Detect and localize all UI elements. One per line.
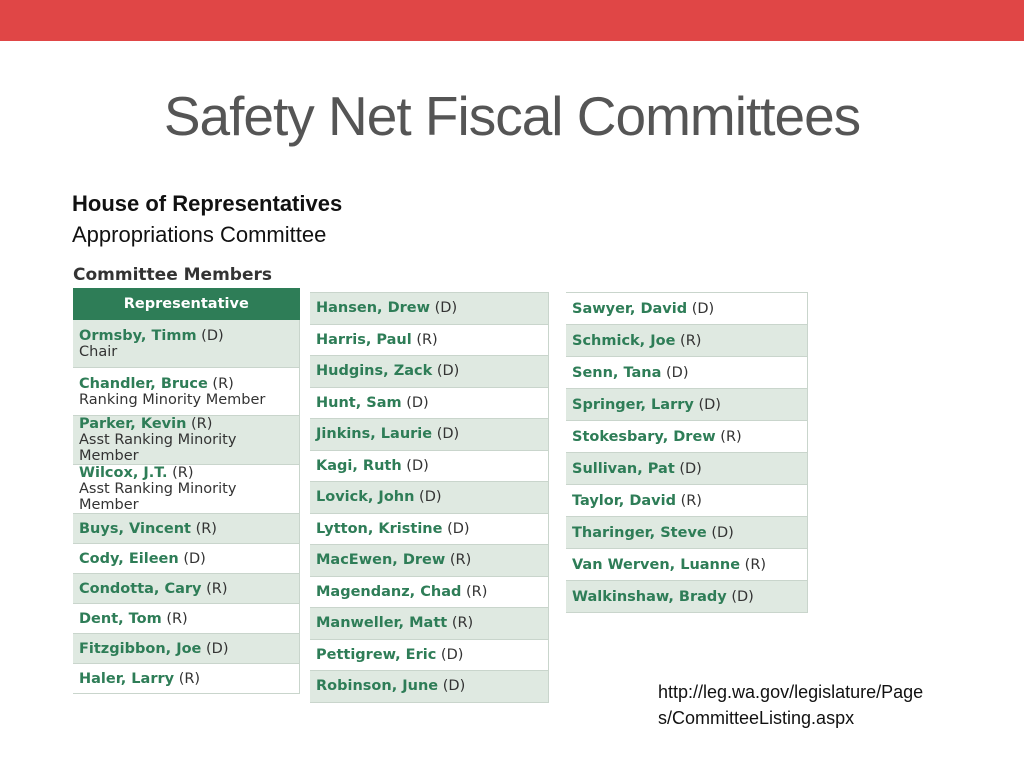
member-role: Chair <box>79 343 118 360</box>
members-table-3 <box>566 292 808 613</box>
member-cell <box>310 324 549 356</box>
member-cell <box>73 320 300 368</box>
member-cell <box>566 389 808 421</box>
member-cell <box>310 293 549 325</box>
member-cell <box>73 634 300 664</box>
member-row[interactable] <box>310 671 549 703</box>
member-row[interactable] <box>566 549 808 581</box>
member-party: (R) <box>178 670 201 687</box>
member-party: (D) <box>440 646 464 663</box>
member-cell <box>566 485 808 517</box>
member-party: (R) <box>212 375 234 392</box>
member-party: (D) <box>406 394 429 411</box>
member-row[interactable] <box>310 356 549 388</box>
member-row[interactable] <box>566 581 808 613</box>
member-name-link[interactable]: Walkinshaw, Brady <box>572 588 727 605</box>
source-url[interactable] <box>658 679 958 731</box>
member-row[interactable] <box>566 357 808 389</box>
committee-members-heading: Committee Members <box>73 265 273 285</box>
member-cell <box>566 517 808 549</box>
member-name-link[interactable]: Hunt, Sam <box>316 394 402 411</box>
member-row[interactable] <box>73 416 300 465</box>
member-row[interactable] <box>73 664 300 694</box>
member-row[interactable] <box>73 604 300 634</box>
member-cell <box>310 608 549 640</box>
member-cell <box>566 293 808 325</box>
member-party: (R) <box>172 465 194 481</box>
member-cell <box>73 514 300 544</box>
member-party: (R) <box>195 520 217 537</box>
member-party: (R) <box>206 580 228 597</box>
member-party: (D) <box>666 364 689 381</box>
member-party: (D) <box>679 460 702 477</box>
member-cell <box>310 356 549 388</box>
chamber-heading: House of Representatives <box>72 191 343 216</box>
member-party: (D) <box>206 640 229 657</box>
member-row[interactable] <box>566 389 808 421</box>
member-party: (R) <box>680 332 702 349</box>
member-name-link[interactable]: Magendanz, Chad <box>316 583 462 600</box>
member-row[interactable] <box>566 453 808 485</box>
member-row[interactable] <box>73 368 300 416</box>
member-row[interactable] <box>310 608 549 640</box>
member-name-link[interactable]: Parker, Kevin <box>79 416 187 432</box>
member-cell <box>73 416 300 465</box>
member-row[interactable] <box>310 293 549 325</box>
members-table-2 <box>310 292 549 703</box>
member-row[interactable] <box>310 639 549 671</box>
member-name-link[interactable]: Fitzgibbon, Joe <box>79 640 202 657</box>
member-row[interactable] <box>310 450 549 482</box>
member-name-link[interactable]: Wilcox, J.T. <box>79 465 168 481</box>
member-cell <box>310 387 549 419</box>
source-url-line-2[interactable]: s/CommitteeListing.aspx <box>658 708 855 728</box>
member-row[interactable] <box>566 325 808 357</box>
source-url-line-1[interactable]: http://leg.wa.gov/legislature/Page <box>658 682 924 702</box>
member-name-link[interactable]: Sullivan, Pat <box>572 460 675 477</box>
member-name-link[interactable]: Sawyer, David <box>572 300 688 317</box>
member-row[interactable] <box>310 324 549 356</box>
member-cell <box>73 574 300 604</box>
member-party: (D) <box>201 327 224 344</box>
member-row[interactable] <box>310 576 549 608</box>
member-cell <box>310 576 549 608</box>
member-name-link[interactable]: Lovick, John <box>316 489 415 506</box>
member-party: (D) <box>447 520 470 537</box>
member-party: (D) <box>731 588 754 605</box>
member-name-link[interactable]: Chandler, Bruce <box>79 375 208 392</box>
member-party: (R) <box>449 552 472 569</box>
member-name-link[interactable]: Harris, Paul <box>316 331 412 348</box>
member-row[interactable] <box>310 545 549 577</box>
member-party: (R) <box>465 583 488 600</box>
member-name-link[interactable]: Manweller, Matt <box>316 615 448 632</box>
member-row[interactable] <box>73 465 300 514</box>
member-cell <box>566 549 808 581</box>
table-header-representative: Representative <box>73 288 300 320</box>
member-party: (D) <box>691 300 715 317</box>
member-party: (D) <box>711 524 734 541</box>
member-name-link[interactable]: Robinson, June <box>316 678 439 695</box>
member-cell <box>566 325 808 357</box>
member-cell <box>73 604 300 634</box>
member-name-link[interactable]: Lytton, Kristine <box>316 520 443 537</box>
member-name-link[interactable]: Condotta, Cary <box>79 580 202 597</box>
member-row[interactable] <box>73 574 300 604</box>
member-party: (R) <box>720 428 742 445</box>
member-cell <box>310 639 549 671</box>
member-row[interactable] <box>566 421 808 453</box>
member-party: (R) <box>680 492 702 509</box>
slide-title: Safety Net Fiscal Committees <box>163 85 861 147</box>
member-cell <box>566 581 808 613</box>
member-cell <box>310 450 549 482</box>
member-role: Asst Ranking Minority Member <box>79 432 237 464</box>
committee-name: Appropriations Committee <box>72 222 327 247</box>
member-name-link[interactable]: MacEwen, Drew <box>316 552 446 569</box>
member-cell <box>310 545 549 577</box>
member-party: (R) <box>166 610 188 627</box>
member-name-link[interactable]: Hudgins, Zack <box>316 363 433 380</box>
member-row[interactable] <box>73 634 300 664</box>
member-name-link[interactable]: Haler, Larry <box>79 670 175 687</box>
member-party: (D) <box>419 489 442 506</box>
member-role: Ranking Minority Member <box>79 391 266 408</box>
member-name-link[interactable]: Jinkins, Laurie <box>316 426 433 443</box>
member-party: (R) <box>451 615 474 632</box>
member-name-link[interactable]: Pettigrew, Eric <box>316 646 437 663</box>
member-party: (D) <box>698 396 721 413</box>
member-name-link[interactable]: Schmick, Joe <box>572 332 676 349</box>
member-row[interactable] <box>310 482 549 514</box>
member-cell <box>310 482 549 514</box>
member-name-link[interactable]: Senn, Tana <box>572 364 662 381</box>
member-party: (D) <box>436 426 460 443</box>
top-accent-bar <box>0 0 1024 41</box>
member-party: (D) <box>434 300 458 317</box>
member-name-link[interactable]: Cody, Eileen <box>79 550 179 567</box>
member-row[interactable] <box>73 320 300 368</box>
member-cell <box>73 544 300 574</box>
member-party: (D) <box>442 678 466 695</box>
member-row[interactable] <box>566 485 808 517</box>
member-name-link[interactable]: Hansen, Drew <box>316 300 431 317</box>
member-party: (D) <box>406 457 429 474</box>
member-cell <box>73 368 300 416</box>
member-row[interactable] <box>310 513 549 545</box>
member-cell <box>310 513 549 545</box>
member-name-link[interactable]: Tharinger, Steve <box>572 524 707 541</box>
member-party: (R) <box>744 556 767 573</box>
member-name-link[interactable]: Taylor, David <box>572 492 676 509</box>
member-name-link[interactable]: Kagi, Ruth <box>316 457 402 474</box>
member-row[interactable] <box>73 514 300 544</box>
member-cell <box>73 465 300 514</box>
member-name-link[interactable]: Stokesbary, Drew <box>572 428 716 445</box>
member-row[interactable] <box>73 544 300 574</box>
member-party: (D) <box>183 550 206 567</box>
member-row[interactable] <box>310 387 549 419</box>
member-name-link[interactable]: Springer, Larry <box>572 396 694 413</box>
member-party: (D) <box>436 363 460 380</box>
member-cell <box>566 357 808 389</box>
member-name-link[interactable]: Van Werven, Luanne <box>572 556 741 573</box>
member-party: (R) <box>191 416 213 432</box>
member-cell <box>310 419 549 451</box>
member-cell <box>310 671 549 703</box>
member-cell <box>566 421 808 453</box>
member-cell <box>566 453 808 485</box>
member-name-link[interactable]: Buys, Vincent <box>79 520 191 537</box>
member-row[interactable] <box>310 419 549 451</box>
members-table-1 <box>73 288 300 694</box>
member-row[interactable] <box>566 293 808 325</box>
member-party: (R) <box>416 331 438 348</box>
member-name-link[interactable]: Ormsby, Timm <box>79 327 197 344</box>
member-cell <box>73 664 300 694</box>
member-name-link[interactable]: Dent, Tom <box>79 610 162 627</box>
member-role: Asst Ranking Minority Member <box>79 481 237 513</box>
member-row[interactable] <box>566 517 808 549</box>
